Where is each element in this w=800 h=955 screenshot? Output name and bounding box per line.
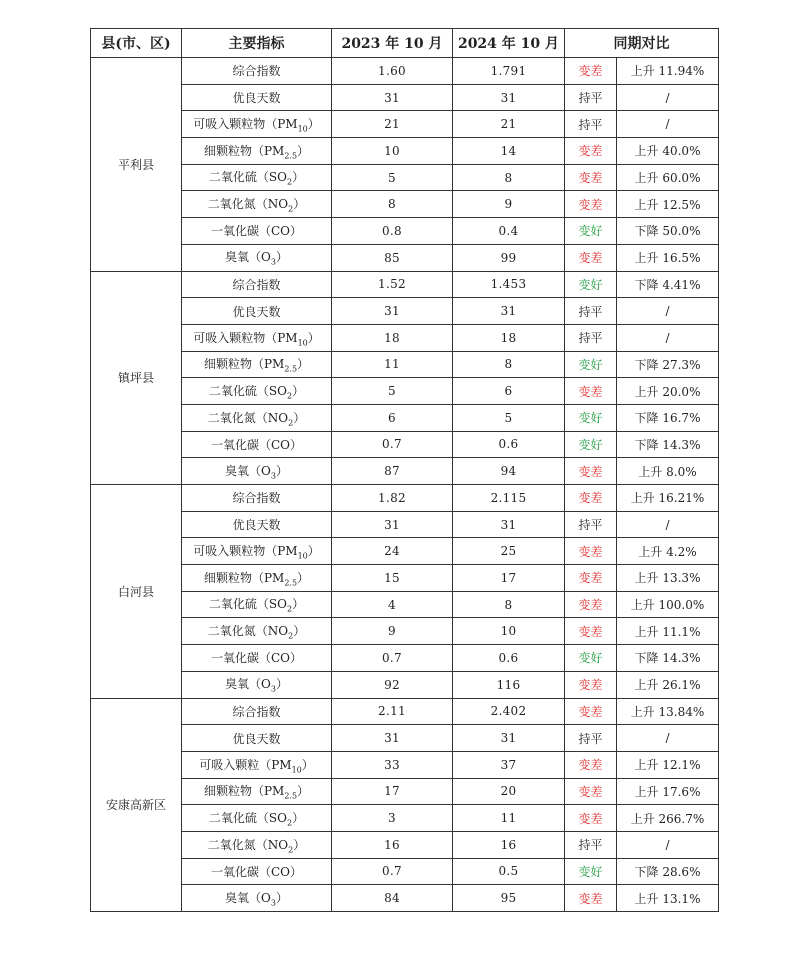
value-2023: 84 — [332, 885, 453, 912]
indicator-cell — [182, 778, 332, 805]
table-row — [91, 404, 719, 431]
trend-status: 变差 — [565, 378, 617, 405]
value-2023: 18 — [332, 324, 453, 351]
indicator-suffix: ） — [307, 117, 320, 132]
indicator-cell — [182, 58, 332, 85]
trend-status: 持平 — [565, 725, 617, 752]
comparison-value: 上升 17.6% — [617, 778, 719, 805]
indicator-label: 优良天数 — [232, 304, 281, 319]
comparison-value: 上升 13.1% — [617, 885, 719, 912]
table-row — [91, 565, 719, 592]
value-2024: 20 — [453, 778, 565, 805]
indicator-label: 优良天数 — [232, 91, 281, 106]
trend-status: 变差 — [565, 565, 617, 592]
value-2024: 99 — [453, 244, 565, 271]
trend-status: 变差 — [565, 778, 617, 805]
indicator-cell — [182, 351, 332, 378]
indicator-label: 一氧化碳（CO） — [210, 224, 303, 239]
indicator-cell — [182, 378, 332, 405]
comparison-value: 上升 13.3% — [617, 565, 719, 592]
value-2023: 10 — [332, 138, 453, 165]
comparison-value: 下降 14.3% — [617, 645, 719, 672]
indicator-subscript: 10 — [297, 337, 308, 347]
indicator-label: 一氧化碳（CO） — [210, 651, 303, 666]
county-name: 白河县 — [91, 485, 182, 699]
trend-status: 持平 — [565, 324, 617, 351]
table-row — [91, 324, 719, 351]
table-row — [91, 805, 719, 832]
indicator-label: 二氧化氮（NO — [207, 197, 289, 212]
table-row — [91, 58, 719, 85]
trend-status: 变差 — [565, 591, 617, 618]
comparison-value: 上升 266.7% — [617, 805, 719, 832]
indicator-label: 优良天数 — [232, 731, 281, 746]
table-row — [91, 244, 719, 271]
value-2023: 5 — [332, 378, 453, 405]
header-comparison: 同期对比 — [565, 29, 719, 58]
indicator-label: 细颗粒物（PM — [203, 570, 285, 585]
table-row — [91, 591, 719, 618]
indicator-label: 臭氧（O — [225, 250, 271, 265]
comparison-value: 上升 11.94% — [617, 58, 719, 85]
indicator-suffix: ） — [293, 197, 306, 212]
table-row — [91, 858, 719, 885]
trend-status: 变好 — [565, 404, 617, 431]
indicator-label: 细颗粒物（PM — [203, 143, 285, 158]
comparison-value: 上升 11.1% — [617, 618, 719, 645]
indicator-suffix: ） — [293, 837, 306, 852]
indicator-label: 臭氧（O — [225, 463, 271, 478]
indicator-label: 二氧化氮（NO — [207, 624, 289, 639]
indicator-label: 臭氧（O — [225, 677, 271, 692]
value-2024: 94 — [453, 458, 565, 485]
table-row — [91, 164, 719, 191]
indicator-label: 可吸入颗粒物（PM — [193, 117, 298, 132]
value-2023: 92 — [332, 671, 453, 698]
indicator-subscript: 3 — [270, 471, 276, 481]
table-row — [91, 831, 719, 858]
comparison-value: / — [617, 831, 719, 858]
indicator-subscript: 2.5 — [284, 578, 298, 588]
value-2023: 24 — [332, 538, 453, 565]
indicator-cell — [182, 404, 332, 431]
table-row — [91, 778, 719, 805]
table-row — [91, 271, 719, 298]
trend-status: 持平 — [565, 298, 617, 325]
comparison-value: 上升 16.5% — [617, 244, 719, 271]
comparison-value: 上升 40.0% — [617, 138, 719, 165]
value-2023: 31 — [332, 725, 453, 752]
indicator-label: 可吸入颗粒物（PM — [193, 544, 298, 559]
indicator-cell — [182, 431, 332, 458]
header-2023: 2023 年 10 月 — [332, 29, 453, 58]
value-2024: 37 — [453, 751, 565, 778]
county-name: 镇坪县 — [91, 271, 182, 485]
indicator-suffix: ） — [275, 677, 288, 692]
indicator-label: 优良天数 — [232, 518, 281, 533]
comparison-value: 上升 16.21% — [617, 485, 719, 512]
indicator-cell — [182, 298, 332, 325]
value-2023: 87 — [332, 458, 453, 485]
indicator-subscript: 2.5 — [284, 791, 298, 801]
comparison-value: 上升 8.0% — [617, 458, 719, 485]
comparison-value: 上升 4.2% — [617, 538, 719, 565]
comparison-value: 上升 26.1% — [617, 671, 719, 698]
table-row — [91, 751, 719, 778]
comparison-value: 下降 16.7% — [617, 404, 719, 431]
indicator-subscript: 10 — [297, 551, 308, 561]
indicator-suffix: ） — [293, 410, 306, 425]
comparison-value: / — [617, 84, 719, 111]
indicator-subscript: 2 — [286, 604, 293, 614]
indicator-cell — [182, 218, 332, 245]
value-2023: 1.60 — [332, 58, 453, 85]
comparison-value: 下降 4.41% — [617, 271, 719, 298]
indicator-cell — [182, 858, 332, 885]
value-2024: 0.6 — [453, 645, 565, 672]
header-2024: 2024 年 10 月 — [453, 29, 565, 58]
indicator-subscript: 2 — [288, 631, 294, 641]
comparison-value: 上升 13.84% — [617, 698, 719, 725]
indicator-subscript: 2 — [286, 391, 293, 401]
indicator-subscript: 3 — [270, 898, 276, 908]
air-quality-table — [90, 28, 719, 912]
value-2023: 0.8 — [332, 218, 453, 245]
value-2024: 31 — [453, 84, 565, 111]
table-row — [91, 378, 719, 405]
comparison-value: / — [617, 298, 719, 325]
indicator-suffix: ） — [275, 250, 288, 265]
indicator-suffix: ） — [297, 143, 310, 158]
comparison-value: 下降 28.6% — [617, 858, 719, 885]
trend-status: 变差 — [565, 244, 617, 271]
trend-status: 变差 — [565, 458, 617, 485]
trend-status: 变好 — [565, 431, 617, 458]
indicator-label: 二氧化硫（SO — [208, 170, 287, 185]
table-row — [91, 885, 719, 912]
indicator-cell — [182, 831, 332, 858]
value-2024: 8 — [453, 591, 565, 618]
indicator-label: 一氧化碳（CO） — [210, 437, 303, 452]
value-2023: 5 — [332, 164, 453, 191]
value-2023: 31 — [332, 511, 453, 538]
table-row — [91, 511, 719, 538]
indicator-label: 二氧化硫（SO — [208, 810, 287, 825]
value-2023: 1.82 — [332, 485, 453, 512]
value-2024: 2.402 — [453, 698, 565, 725]
indicator-label: 综合指数 — [232, 491, 281, 506]
comparison-value: / — [617, 511, 719, 538]
table-row — [91, 218, 719, 245]
comparison-value: 上升 12.5% — [617, 191, 719, 218]
value-2023: 4 — [332, 591, 453, 618]
indicator-cell — [182, 725, 332, 752]
table-row — [91, 618, 719, 645]
trend-status: 变好 — [565, 218, 617, 245]
value-2024: 10 — [453, 618, 565, 645]
comparison-value: 上升 60.0% — [617, 164, 719, 191]
value-2024: 5 — [453, 404, 565, 431]
indicator-cell — [182, 84, 332, 111]
indicator-label: 综合指数 — [232, 704, 281, 719]
value-2024: 1.453 — [453, 271, 565, 298]
indicator-cell — [182, 538, 332, 565]
table-row — [91, 138, 719, 165]
indicator-label: 可吸入颗粒物（PM — [193, 330, 298, 345]
table-row — [91, 431, 719, 458]
indicator-subscript: 10 — [297, 124, 308, 134]
indicator-cell — [182, 591, 332, 618]
trend-status: 变差 — [565, 885, 617, 912]
value-2023: 9 — [332, 618, 453, 645]
table-body — [91, 58, 719, 912]
indicator-subscript: 2.5 — [284, 151, 298, 161]
indicator-cell — [182, 164, 332, 191]
indicator-label: 可吸入颗粒（PM — [199, 757, 292, 772]
indicator-suffix: ） — [292, 597, 305, 612]
table-row — [91, 84, 719, 111]
trend-status: 变差 — [565, 698, 617, 725]
value-2024: 14 — [453, 138, 565, 165]
trend-status: 变好 — [565, 645, 617, 672]
trend-status: 变差 — [565, 164, 617, 191]
trend-status: 变差 — [565, 751, 617, 778]
value-2023: 33 — [332, 751, 453, 778]
value-2023: 31 — [332, 298, 453, 325]
value-2024: 6 — [453, 378, 565, 405]
comparison-value: 上升 12.1% — [617, 751, 719, 778]
value-2024: 95 — [453, 885, 565, 912]
value-2023: 3 — [332, 805, 453, 832]
indicator-suffix: ） — [301, 757, 314, 772]
indicator-suffix: ） — [275, 890, 288, 905]
value-2024: 17 — [453, 565, 565, 592]
indicator-subscript: 10 — [291, 764, 302, 774]
indicator-cell — [182, 271, 332, 298]
indicator-cell — [182, 485, 332, 512]
trend-status: 变好 — [565, 858, 617, 885]
value-2023: 6 — [332, 404, 453, 431]
table-row — [91, 645, 719, 672]
indicator-suffix: ） — [297, 784, 310, 799]
value-2024: 21 — [453, 111, 565, 138]
value-2024: 31 — [453, 511, 565, 538]
indicator-suffix: ） — [297, 570, 310, 585]
trend-status: 变差 — [565, 58, 617, 85]
indicator-cell — [182, 698, 332, 725]
indicator-label: 二氧化硫（SO — [208, 597, 287, 612]
value-2024: 25 — [453, 538, 565, 565]
county-name: 平利县 — [91, 58, 182, 272]
value-2024: 8 — [453, 164, 565, 191]
indicator-suffix: ） — [275, 463, 288, 478]
header-row — [91, 29, 719, 58]
indicator-label: 综合指数 — [232, 277, 281, 292]
trend-status: 持平 — [565, 111, 617, 138]
value-2023: 16 — [332, 831, 453, 858]
indicator-cell — [182, 244, 332, 271]
table-row — [91, 698, 719, 725]
indicator-cell — [182, 645, 332, 672]
indicator-label: 细颗粒物（PM — [203, 784, 285, 799]
trend-status: 变差 — [565, 538, 617, 565]
value-2024: 18 — [453, 324, 565, 351]
value-2023: 17 — [332, 778, 453, 805]
trend-status: 持平 — [565, 831, 617, 858]
trend-status: 变差 — [565, 485, 617, 512]
value-2023: 1.52 — [332, 271, 453, 298]
value-2024: 31 — [453, 298, 565, 325]
indicator-suffix: ） — [292, 383, 305, 398]
indicator-cell — [182, 751, 332, 778]
value-2024: 0.5 — [453, 858, 565, 885]
value-2024: 1.791 — [453, 58, 565, 85]
indicator-cell — [182, 618, 332, 645]
table-row — [91, 538, 719, 565]
indicator-subscript: 2 — [288, 204, 294, 214]
value-2023: 31 — [332, 84, 453, 111]
indicator-suffix: ） — [307, 330, 320, 345]
indicator-subscript: 2 — [288, 844, 294, 854]
indicator-suffix: ） — [297, 357, 310, 372]
indicator-subscript: 2 — [286, 177, 293, 187]
trend-status: 变差 — [565, 805, 617, 832]
indicator-cell — [182, 885, 332, 912]
value-2023: 8 — [332, 191, 453, 218]
comparison-value: 下降 27.3% — [617, 351, 719, 378]
comparison-value: / — [617, 324, 719, 351]
indicator-suffix: ） — [307, 544, 320, 559]
comparison-value: / — [617, 725, 719, 752]
value-2023: 21 — [332, 111, 453, 138]
indicator-cell — [182, 324, 332, 351]
value-2024: 116 — [453, 671, 565, 698]
table-row — [91, 458, 719, 485]
county-name: 安康高新区 — [91, 698, 182, 912]
value-2023: 85 — [332, 244, 453, 271]
indicator-label: 二氧化氮（NO — [207, 410, 289, 425]
trend-status: 变差 — [565, 191, 617, 218]
value-2024: 0.6 — [453, 431, 565, 458]
trend-status: 变好 — [565, 351, 617, 378]
indicator-label: 臭氧（O — [225, 890, 271, 905]
value-2023: 0.7 — [332, 431, 453, 458]
header-county: 县(市、区) — [91, 29, 182, 58]
value-2024: 16 — [453, 831, 565, 858]
indicator-cell — [182, 565, 332, 592]
indicator-cell — [182, 191, 332, 218]
indicator-subscript: 3 — [270, 684, 276, 694]
indicator-label: 二氧化氮（NO — [207, 837, 289, 852]
indicator-suffix: ） — [292, 170, 305, 185]
value-2023: 0.7 — [332, 858, 453, 885]
indicator-cell — [182, 805, 332, 832]
header-indicator: 主要指标 — [182, 29, 332, 58]
table-row — [91, 298, 719, 325]
value-2024: 9 — [453, 191, 565, 218]
indicator-subscript: 3 — [270, 257, 276, 267]
value-2024: 11 — [453, 805, 565, 832]
trend-status: 变差 — [565, 671, 617, 698]
indicator-cell — [182, 671, 332, 698]
comparison-value: 下降 50.0% — [617, 218, 719, 245]
trend-status: 变差 — [565, 618, 617, 645]
indicator-cell — [182, 111, 332, 138]
table-row — [91, 671, 719, 698]
trend-status: 变差 — [565, 138, 617, 165]
indicator-cell — [182, 511, 332, 538]
indicator-subscript: 2 — [288, 417, 294, 427]
trend-status: 持平 — [565, 511, 617, 538]
comparison-value: 上升 100.0% — [617, 591, 719, 618]
table-row — [91, 191, 719, 218]
indicator-cell — [182, 458, 332, 485]
table-row — [91, 351, 719, 378]
value-2023: 15 — [332, 565, 453, 592]
indicator-label: 综合指数 — [232, 64, 281, 79]
value-2024: 31 — [453, 725, 565, 752]
indicator-label: 一氧化碳（CO） — [210, 864, 303, 879]
value-2024: 2.115 — [453, 485, 565, 512]
comparison-value: 下降 14.3% — [617, 431, 719, 458]
indicator-label: 细颗粒物（PM — [203, 357, 285, 372]
indicator-subscript: 2.5 — [284, 364, 298, 374]
value-2023: 11 — [332, 351, 453, 378]
table-row — [91, 111, 719, 138]
value-2024: 0.4 — [453, 218, 565, 245]
indicator-label: 二氧化硫（SO — [208, 383, 287, 398]
comparison-value: 上升 20.0% — [617, 378, 719, 405]
value-2023: 2.11 — [332, 698, 453, 725]
comparison-value: / — [617, 111, 719, 138]
table-row — [91, 725, 719, 752]
value-2023: 0.7 — [332, 645, 453, 672]
table-row — [91, 485, 719, 512]
indicator-suffix: ） — [292, 810, 305, 825]
indicator-subscript: 2 — [286, 818, 293, 828]
value-2024: 8 — [453, 351, 565, 378]
indicator-cell — [182, 138, 332, 165]
indicator-suffix: ） — [293, 624, 306, 639]
trend-status: 变好 — [565, 271, 617, 298]
trend-status: 持平 — [565, 84, 617, 111]
